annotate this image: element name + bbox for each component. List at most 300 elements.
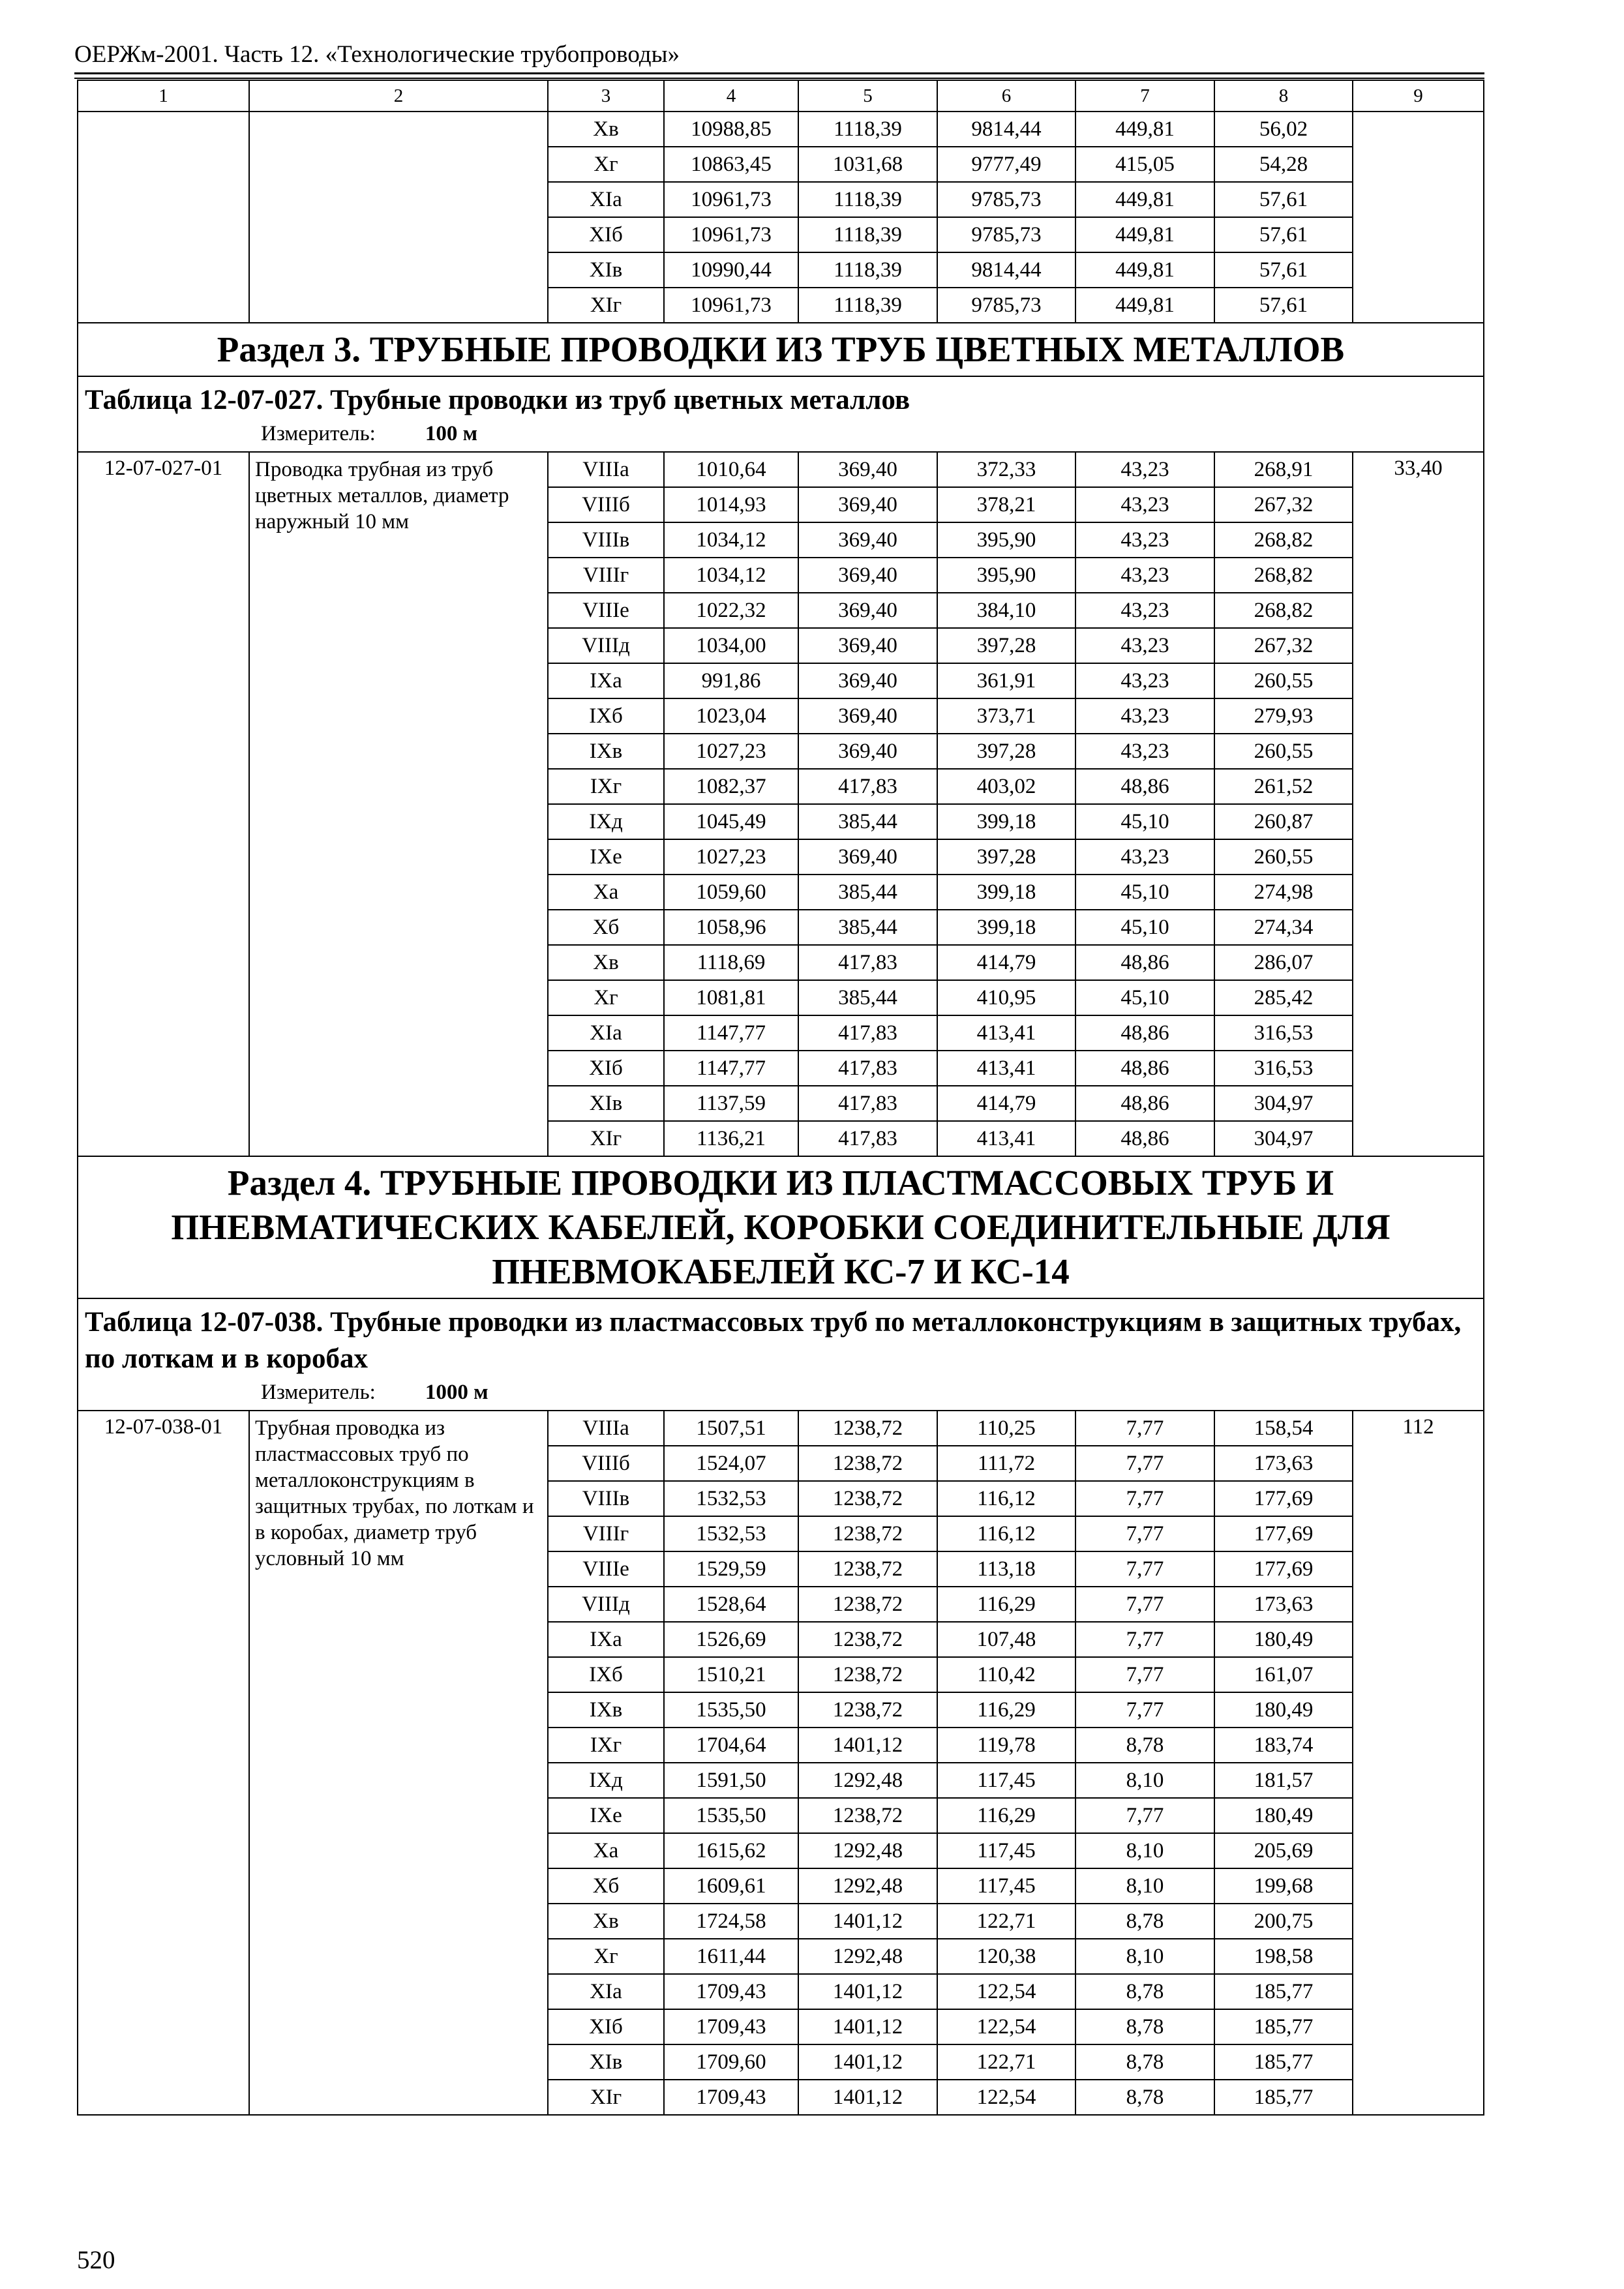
value-cell: 9785,73 [937, 288, 1075, 323]
value-cell: 417,83 [798, 1015, 937, 1051]
value-cell: 117,45 [937, 1763, 1075, 1798]
zone-cell: XIб [548, 217, 664, 252]
value-cell: 1609,61 [664, 1868, 798, 1904]
value-cell: 414,79 [937, 1086, 1075, 1121]
value-cell: 385,44 [798, 980, 937, 1015]
value-cell: 1034,00 [664, 628, 798, 663]
value-cell: 185,77 [1214, 2044, 1353, 2080]
value-cell: 395,90 [937, 522, 1075, 558]
value-cell: 261,52 [1214, 769, 1353, 804]
table-title: Таблица 12-07-038. Трубные проводки из пластмассовых труб по металлоконструкциям в защитных трубах, по лоткам и в коробах [85, 1307, 1462, 1374]
value-cell: 10961,73 [664, 288, 798, 323]
value-cell: 8,78 [1075, 1974, 1214, 2009]
value-cell: 385,44 [798, 804, 937, 839]
value-cell: 9785,73 [937, 182, 1075, 217]
value-cell: 43,23 [1075, 522, 1214, 558]
value-cell: 57,61 [1214, 252, 1353, 288]
value-cell: 304,97 [1214, 1086, 1353, 1121]
value-cell: 267,32 [1214, 628, 1353, 663]
value-cell: 268,91 [1214, 452, 1353, 487]
value-cell: 268,82 [1214, 593, 1353, 628]
value-cell: 1238,72 [798, 1657, 937, 1692]
header-rule-thin [74, 78, 1484, 79]
zone-cell: XIв [548, 1086, 664, 1121]
table-title-row [78, 376, 1484, 452]
value-cell: 180,49 [1214, 1692, 1353, 1728]
value-cell: 1292,48 [798, 1939, 937, 1974]
value-cell: 1292,48 [798, 1763, 937, 1798]
value-cell: 48,86 [1075, 1086, 1214, 1121]
value-cell: 403,02 [937, 769, 1075, 804]
value-cell: 122,54 [937, 1974, 1075, 2009]
value-cell: 9777,49 [937, 147, 1075, 182]
zone-cell: Xв [548, 1904, 664, 1939]
value-cell: 48,86 [1075, 769, 1214, 804]
value-cell: 8,10 [1075, 1763, 1214, 1798]
value-cell: 1238,72 [798, 1587, 937, 1622]
item-description: Трубная проводка из пластмассовых труб по металлоконструкциям в защитных трубах, по лоткам и в коробах, диаметр труб условный 10 мм [249, 1411, 548, 2115]
value-cell: 449,81 [1075, 288, 1214, 323]
value-cell: 1507,51 [664, 1411, 798, 1446]
value-cell: 7,77 [1075, 1481, 1214, 1516]
value-cell: 369,40 [798, 487, 937, 522]
value-cell: 260,55 [1214, 663, 1353, 698]
value-cell: 10961,73 [664, 217, 798, 252]
value-cell: 1401,12 [798, 1904, 937, 1939]
value-cell: 1238,72 [798, 1411, 937, 1446]
value-cell: 1238,72 [798, 1692, 937, 1728]
zone-cell: IXб [548, 1657, 664, 1692]
table-title: Таблица 12-07-027. Трубные проводки из труб цветных металлов [85, 385, 910, 415]
zone-cell: Xа [548, 1833, 664, 1868]
value-cell: 316,53 [1214, 1051, 1353, 1086]
value-cell: 7,77 [1075, 1622, 1214, 1657]
value-cell: 410,95 [937, 980, 1075, 1015]
column-number-row [78, 80, 1484, 112]
zone-cell: XIб [548, 1051, 664, 1086]
value-cell: 9814,44 [937, 252, 1075, 288]
value-cell: 1704,64 [664, 1728, 798, 1763]
value-cell: 8,78 [1075, 1728, 1214, 1763]
zone-cell: XIб [548, 2009, 664, 2044]
value-cell: 10990,44 [664, 252, 798, 288]
value-cell: 399,18 [937, 875, 1075, 910]
value-cell: 57,61 [1214, 288, 1353, 323]
zone-cell: XIг [548, 288, 664, 323]
value-cell: 1118,69 [664, 945, 798, 980]
value-cell: 1292,48 [798, 1868, 937, 1904]
zone-cell: VIIIе [548, 1551, 664, 1587]
value-cell: 1510,21 [664, 1657, 798, 1692]
value-cell: 7,77 [1075, 1446, 1214, 1481]
value-cell: 8,78 [1075, 2009, 1214, 2044]
value-cell: 268,82 [1214, 558, 1353, 593]
value-cell: 1147,77 [664, 1051, 798, 1086]
zone-cell: IXе [548, 1798, 664, 1833]
value-cell: 48,86 [1075, 945, 1214, 980]
value-cell: 57,61 [1214, 182, 1353, 217]
unit-of-measure [85, 1377, 1477, 1407]
value-cell: 185,77 [1214, 2009, 1353, 2044]
value-cell: 177,69 [1214, 1481, 1353, 1516]
value-cell: 286,07 [1214, 945, 1353, 980]
value-cell: 373,71 [937, 698, 1075, 734]
zone-cell: VIIIв [548, 522, 664, 558]
value-cell: 198,58 [1214, 1939, 1353, 1974]
zone-cell: XIг [548, 1121, 664, 1156]
value-cell: 1034,12 [664, 558, 798, 593]
value-cell: 1615,62 [664, 1833, 798, 1868]
value-cell: 1238,72 [798, 1551, 937, 1587]
value-cell: 417,83 [798, 945, 937, 980]
zone-cell: VIIIб [548, 487, 664, 522]
zone-cell: VIIIг [548, 558, 664, 593]
value-cell: 274,98 [1214, 875, 1353, 910]
value-cell: 1010,64 [664, 452, 798, 487]
value-cell: 279,93 [1214, 698, 1353, 734]
value-cell: 1136,21 [664, 1121, 798, 1156]
value-cell: 183,74 [1214, 1728, 1353, 1763]
value-cell: 304,97 [1214, 1121, 1353, 1156]
column-number: 6 [937, 80, 1075, 112]
value-cell: 10961,73 [664, 182, 798, 217]
value-cell: 361,91 [937, 663, 1075, 698]
value-cell: 369,40 [798, 522, 937, 558]
zone-cell: Xа [548, 875, 664, 910]
section-heading: Раздел 3. ТРУБНЫЕ ПРОВОДКИ ИЗ ТРУБ ЦВЕТНЫХ МЕТАЛЛОВ [78, 323, 1484, 376]
item-description: Проводка трубная из труб цветных металлов, диаметр наружный 10 мм [249, 452, 548, 1156]
value-cell: 1027,23 [664, 839, 798, 875]
table-title-cell [78, 1298, 1484, 1411]
value-cell: 1023,04 [664, 698, 798, 734]
value-cell: 8,78 [1075, 1904, 1214, 1939]
zone-cell: XIв [548, 252, 664, 288]
zone-cell: IXг [548, 1728, 664, 1763]
value-cell: 43,23 [1075, 593, 1214, 628]
value-cell: 205,69 [1214, 1833, 1353, 1868]
value-cell: 43,23 [1075, 698, 1214, 734]
item-code: 12-07-038-01 [78, 1411, 249, 2115]
value-cell: 43,23 [1075, 452, 1214, 487]
estimate-table [77, 80, 1484, 2116]
table-row [78, 1411, 1484, 1446]
value-cell: 385,44 [798, 875, 937, 910]
column-number: 5 [798, 80, 937, 112]
value-cell: 369,40 [798, 663, 937, 698]
zone-cell: VIIIа [548, 1411, 664, 1446]
value-cell: 116,29 [937, 1798, 1075, 1833]
value-cell: 1118,39 [798, 182, 937, 217]
value-cell: 415,05 [1075, 147, 1214, 182]
value-cell: 417,83 [798, 1086, 937, 1121]
value-cell: 113,18 [937, 1551, 1075, 1587]
value-cell: 185,77 [1214, 1974, 1353, 2009]
value-cell: 1401,12 [798, 2080, 937, 2115]
zone-cell: IXд [548, 1763, 664, 1798]
value-cell: 395,90 [937, 558, 1075, 593]
page-number: 520 [77, 2246, 115, 2274]
value-cell: 385,44 [798, 910, 937, 945]
value-cell: 449,81 [1075, 182, 1214, 217]
value-cell: 120,38 [937, 1939, 1075, 1974]
value-cell: 173,63 [1214, 1446, 1353, 1481]
value-cell: 369,40 [798, 698, 937, 734]
zone-cell: VIIIв [548, 1481, 664, 1516]
value-cell: 1031,68 [798, 147, 937, 182]
zone-cell: VIIIд [548, 628, 664, 663]
column-number: 1 [78, 80, 249, 112]
value-cell: 1401,12 [798, 2009, 937, 2044]
value-cell: 449,81 [1075, 217, 1214, 252]
value-cell: 122,54 [937, 2080, 1075, 2115]
zone-cell: Xг [548, 1939, 664, 1974]
value-cell: 260,87 [1214, 804, 1353, 839]
column-number: 7 [1075, 80, 1214, 112]
value-cell: 1526,69 [664, 1622, 798, 1657]
value-cell: 7,77 [1075, 1657, 1214, 1692]
value-cell: 414,79 [937, 945, 1075, 980]
value-cell: 1524,07 [664, 1446, 798, 1481]
value-cell: 1118,39 [798, 112, 937, 147]
value-cell: 267,32 [1214, 487, 1353, 522]
zone-cell: Xв [548, 112, 664, 147]
value-cell: 1118,39 [798, 288, 937, 323]
value-cell: 8,78 [1075, 2044, 1214, 2080]
value-cell: 119,78 [937, 1728, 1075, 1763]
zone-cell: VIIIг [548, 1516, 664, 1551]
item-total: 33,40 [1353, 452, 1484, 1156]
code-cell [78, 112, 249, 323]
value-cell: 384,10 [937, 593, 1075, 628]
value-cell: 1292,48 [798, 1833, 937, 1868]
zone-cell: Xв [548, 945, 664, 980]
value-cell: 1118,39 [798, 217, 937, 252]
value-cell: 1535,50 [664, 1692, 798, 1728]
zone-cell: VIIIб [548, 1446, 664, 1481]
value-cell: 7,77 [1075, 1411, 1214, 1446]
zone-cell: IXд [548, 804, 664, 839]
value-cell: 369,40 [798, 734, 937, 769]
value-cell: 117,45 [937, 1868, 1075, 1904]
value-cell: 397,28 [937, 734, 1075, 769]
value-cell: 107,48 [937, 1622, 1075, 1657]
zone-cell: Xг [548, 147, 664, 182]
value-cell: 1709,60 [664, 2044, 798, 2080]
zone-cell: XIа [548, 1974, 664, 2009]
value-cell: 285,42 [1214, 980, 1353, 1015]
value-cell: 200,75 [1214, 1904, 1353, 1939]
value-cell: 372,33 [937, 452, 1075, 487]
value-cell: 1591,50 [664, 1763, 798, 1798]
value-cell: 1045,49 [664, 804, 798, 839]
unit-value: 1000 м [425, 1381, 489, 1404]
value-cell: 116,29 [937, 1587, 1075, 1622]
value-cell: 399,18 [937, 804, 1075, 839]
value-cell: 7,77 [1075, 1798, 1214, 1833]
value-cell: 45,10 [1075, 910, 1214, 945]
value-cell: 399,18 [937, 910, 1075, 945]
value-cell: 199,68 [1214, 1868, 1353, 1904]
description-cell [249, 112, 548, 323]
value-cell: 1147,77 [664, 1015, 798, 1051]
value-cell: 1529,59 [664, 1551, 798, 1587]
value-cell: 1118,39 [798, 252, 937, 288]
zone-cell: XIа [548, 182, 664, 217]
value-cell: 1022,32 [664, 593, 798, 628]
value-cell: 180,49 [1214, 1798, 1353, 1833]
zone-cell: XIа [548, 1015, 664, 1051]
value-cell: 117,45 [937, 1833, 1075, 1868]
value-cell: 43,23 [1075, 734, 1214, 769]
value-cell: 413,41 [937, 1015, 1075, 1051]
value-cell: 180,49 [1214, 1622, 1353, 1657]
value-cell: 116,12 [937, 1516, 1075, 1551]
value-cell: 56,02 [1214, 112, 1353, 147]
unit-label: Измеритель: [261, 422, 376, 445]
value-cell: 57,61 [1214, 217, 1353, 252]
value-cell: 10988,85 [664, 112, 798, 147]
value-cell: 48,86 [1075, 1015, 1214, 1051]
zone-cell: Xб [548, 910, 664, 945]
value-cell: 110,42 [937, 1657, 1075, 1692]
value-cell: 1238,72 [798, 1622, 937, 1657]
table-row [78, 452, 1484, 487]
value-cell: 1059,60 [664, 875, 798, 910]
value-cell: 1238,72 [798, 1516, 937, 1551]
zone-cell: IXб [548, 698, 664, 734]
section-heading: Раздел 4. ТРУБНЫЕ ПРОВОДКИ ИЗ ПЛАСТМАССОВЫХ ТРУБ И ПНЕВМАТИЧЕСКИХ КАБЕЛЕЙ, КОРОБКИ СОЕДИНИТЕЛЬНЫЕ ДЛЯ ПНЕВМОКАБЕЛЕЙ КС-7 И КС-14 [78, 1156, 1484, 1298]
zone-cell: XIв [548, 2044, 664, 2080]
value-cell: 10863,45 [664, 147, 798, 182]
value-cell: 1709,43 [664, 2080, 798, 2115]
value-cell: 274,34 [1214, 910, 1353, 945]
section-heading-row [78, 1156, 1484, 1298]
value-cell: 1611,44 [664, 1939, 798, 1974]
value-cell: 1137,59 [664, 1086, 798, 1121]
total-cell [1353, 112, 1484, 323]
column-number: 2 [249, 80, 548, 112]
value-cell: 1401,12 [798, 2044, 937, 2080]
header-rule [74, 72, 1484, 74]
value-cell: 1058,96 [664, 910, 798, 945]
value-cell: 417,83 [798, 1051, 937, 1086]
value-cell: 1401,12 [798, 1728, 937, 1763]
zone-cell: IXе [548, 839, 664, 875]
value-cell: 1238,72 [798, 1481, 937, 1516]
value-cell: 7,77 [1075, 1587, 1214, 1622]
column-number: 8 [1214, 80, 1353, 112]
table-row [78, 112, 1484, 147]
value-cell: 378,21 [937, 487, 1075, 522]
zone-cell: IXв [548, 1692, 664, 1728]
value-cell: 413,41 [937, 1051, 1075, 1086]
item-code: 12-07-027-01 [78, 452, 249, 1156]
value-cell: 8,78 [1075, 2080, 1214, 2115]
value-cell: 1535,50 [664, 1798, 798, 1833]
zone-cell: Xг [548, 980, 664, 1015]
unit-of-measure [85, 419, 1477, 449]
value-cell: 268,82 [1214, 522, 1353, 558]
value-cell: 43,23 [1075, 628, 1214, 663]
value-cell: 7,77 [1075, 1516, 1214, 1551]
value-cell: 177,69 [1214, 1551, 1353, 1587]
running-header: ОЕРЖм-2001. Часть 12. «Технологические трубопроводы» [74, 41, 680, 68]
value-cell: 1709,43 [664, 1974, 798, 2009]
value-cell: 1027,23 [664, 734, 798, 769]
zone-cell: Xб [548, 1868, 664, 1904]
zone-cell: VIIIе [548, 593, 664, 628]
value-cell: 181,57 [1214, 1763, 1353, 1798]
value-cell: 54,28 [1214, 147, 1353, 182]
value-cell: 45,10 [1075, 804, 1214, 839]
zone-cell: IXа [548, 1622, 664, 1657]
value-cell: 48,86 [1075, 1121, 1214, 1156]
value-cell: 8,10 [1075, 1868, 1214, 1904]
value-cell: 1081,81 [664, 980, 798, 1015]
value-cell: 122,71 [937, 2044, 1075, 2080]
value-cell: 116,12 [937, 1481, 1075, 1516]
value-cell: 111,72 [937, 1446, 1075, 1481]
value-cell: 369,40 [798, 452, 937, 487]
value-cell: 48,86 [1075, 1051, 1214, 1086]
value-cell: 1401,12 [798, 1974, 937, 2009]
value-cell: 45,10 [1075, 875, 1214, 910]
value-cell: 369,40 [798, 558, 937, 593]
zone-cell: VIIIа [548, 452, 664, 487]
value-cell: 413,41 [937, 1121, 1075, 1156]
value-cell: 43,23 [1075, 487, 1214, 522]
value-cell: 43,23 [1075, 663, 1214, 698]
value-cell: 110,25 [937, 1411, 1075, 1446]
value-cell: 173,63 [1214, 1587, 1353, 1622]
value-cell: 316,53 [1214, 1015, 1353, 1051]
value-cell: 1528,64 [664, 1587, 798, 1622]
value-cell: 1238,72 [798, 1798, 937, 1833]
zone-cell: IXг [548, 769, 664, 804]
value-cell: 7,77 [1075, 1551, 1214, 1587]
value-cell: 260,55 [1214, 839, 1353, 875]
value-cell: 9814,44 [937, 112, 1075, 147]
value-cell: 122,54 [937, 2009, 1075, 2044]
value-cell: 449,81 [1075, 112, 1214, 147]
unit-value: 100 м [425, 422, 478, 445]
value-cell: 158,54 [1214, 1411, 1353, 1446]
value-cell: 122,71 [937, 1904, 1075, 1939]
zone-cell: IXв [548, 734, 664, 769]
value-cell: 1238,72 [798, 1446, 937, 1481]
value-cell: 417,83 [798, 1121, 937, 1156]
value-cell: 369,40 [798, 839, 937, 875]
value-cell: 260,55 [1214, 734, 1353, 769]
value-cell: 417,83 [798, 769, 937, 804]
value-cell: 991,86 [664, 663, 798, 698]
value-cell: 161,07 [1214, 1657, 1353, 1692]
value-cell: 1709,43 [664, 2009, 798, 2044]
value-cell: 45,10 [1075, 980, 1214, 1015]
value-cell: 43,23 [1075, 839, 1214, 875]
value-cell: 397,28 [937, 839, 1075, 875]
value-cell: 1532,53 [664, 1516, 798, 1551]
value-cell: 1532,53 [664, 1481, 798, 1516]
value-cell: 116,29 [937, 1692, 1075, 1728]
value-cell: 1034,12 [664, 522, 798, 558]
value-cell: 397,28 [937, 628, 1075, 663]
value-cell: 7,77 [1075, 1692, 1214, 1728]
value-cell: 8,10 [1075, 1939, 1214, 1974]
unit-label: Измеритель: [261, 1381, 376, 1404]
value-cell: 369,40 [798, 593, 937, 628]
column-number: 3 [548, 80, 664, 112]
